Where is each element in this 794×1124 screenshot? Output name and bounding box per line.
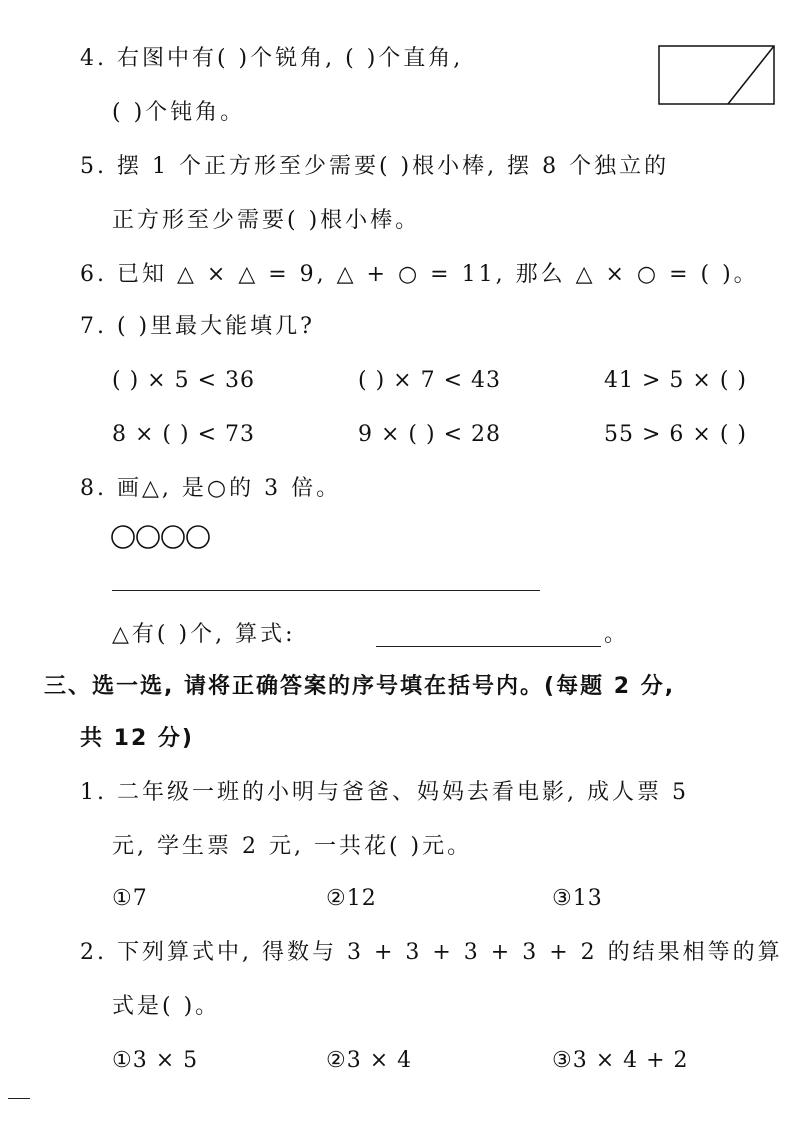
s3q2-line1: 2. 下列算式中, 得数与 3 + 3 + 3 + 3 + 2 的结果相等的算: [80, 940, 783, 965]
s3q2-line2: 式是( )。: [112, 994, 221, 1019]
section3-heading-line1: 三、选一选, 请将正确答案的序号填在括号内。(每题 2 分,: [44, 674, 676, 699]
section3-heading-line2: 共 12 分): [80, 726, 194, 751]
s3q2-option-1: ①3 × 5: [112, 1048, 199, 1073]
q5-line2: 正方形至少需要( )根小棒。: [112, 208, 421, 233]
q7-item-5: 9 × ( ) < 28: [358, 422, 501, 447]
rectangle-diagonal-figure: [658, 45, 775, 105]
drawing-answer-line[interactable]: [112, 590, 540, 591]
s3q1-option-3: ③13: [552, 886, 603, 911]
q7-item-4: 8 × ( ) < 73: [112, 422, 255, 447]
s3q1-line2: 元, 学生票 2 元, 一共花( )元。: [112, 834, 473, 859]
circle-shape: [137, 526, 159, 548]
circle-shape: [162, 526, 184, 548]
circle-shape: [112, 526, 134, 548]
q6-line1: 6. 已知 △ × △ = 9, △ + ○ = 11, 那么 △ × ○ = ( )。: [80, 262, 759, 287]
q7-item-2: ( ) × 7 < 43: [358, 368, 501, 393]
q5-line1: 5. 摆 1 个正方形至少需要( )根小棒, 摆 8 个独立的: [80, 154, 670, 179]
q4-line2: ( )个钝角。: [112, 100, 246, 125]
q7-item-1: ( ) × 5 < 36: [112, 368, 255, 393]
circle-row: [110, 524, 220, 550]
circle-shape: [187, 526, 209, 548]
s3q2-option-3: ③3 × 4 + 2: [552, 1048, 689, 1073]
q7-item-3: 41 > 5 × ( ): [604, 368, 747, 393]
formula-answer-line[interactable]: [376, 646, 601, 647]
s3q2-option-2: ②3 × 4: [326, 1048, 413, 1073]
q7-item-6: 55 > 6 × ( ): [604, 422, 747, 447]
q8-title: 8. 画△, 是○的 3 倍。: [80, 476, 342, 501]
q4-line1: 4. 右图中有( )个锐角, ( )个直角,: [80, 46, 464, 71]
q7-title: 7. ( )里最大能填几?: [80, 314, 315, 339]
s3q1-option-2: ②12: [326, 886, 377, 911]
q8-answer-prefix: △有( )个, 算式:: [112, 622, 296, 647]
s3q1-option-1: ①7: [112, 886, 148, 911]
s3q1-line1: 1. 二年级一班的小明与爸爸、妈妈去看电影, 成人票 5: [80, 780, 689, 805]
page-edge-mark: [8, 1098, 30, 1099]
q8-answer-suffix: 。: [604, 622, 630, 647]
